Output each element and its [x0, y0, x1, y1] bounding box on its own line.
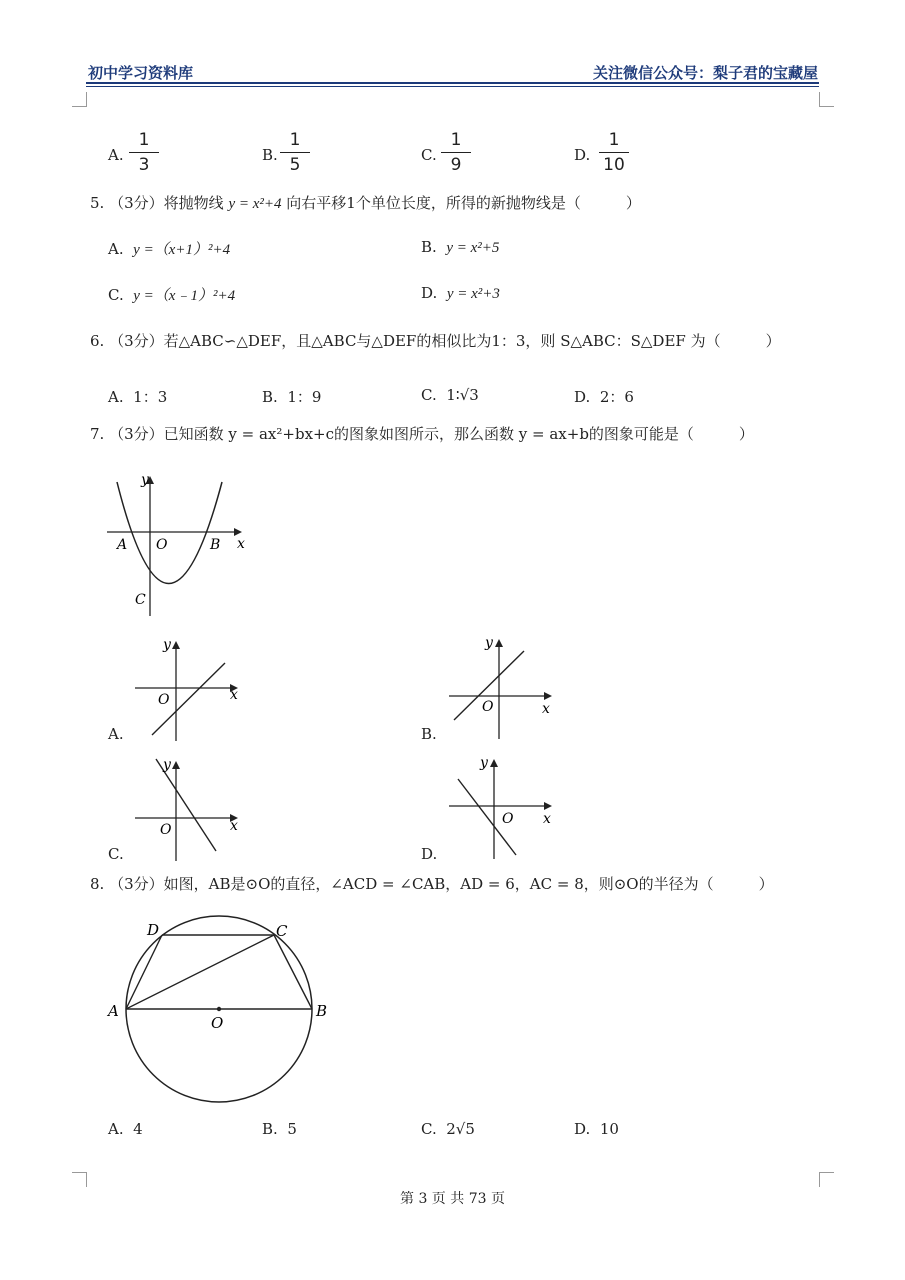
denominator: 9 [450, 155, 462, 175]
denominator: 10 [603, 155, 625, 175]
q6-option-a[interactable]: A. 1：3 [108, 388, 168, 406]
q8-option-b[interactable]: B. 5 [262, 1120, 297, 1138]
svg-text:y: y [163, 637, 171, 653]
svg-text:y: y [485, 635, 493, 651]
point-label-b: B [210, 537, 221, 553]
question-number: 6. [90, 332, 105, 350]
q7-option-a[interactable]: A. [108, 725, 124, 743]
origin-label: O [156, 537, 168, 553]
svg-text:O: O [482, 699, 494, 715]
q7-option-d[interactable]: D. [421, 845, 438, 863]
q6-option-d[interactable]: D. 2：6 [574, 388, 634, 406]
q6-stem [90, 330, 781, 351]
svg-text:x: x [543, 811, 551, 827]
q7-option-b[interactable]: B. [421, 725, 437, 743]
svg-text:x: x [542, 701, 550, 717]
q7-option-c-graph[interactable] [132, 755, 247, 863]
svg-text:O: O [158, 692, 170, 708]
svg-text:O: O [160, 822, 172, 838]
stem-text-b: 向右平移1个单位长度，所得的新抛物线是（ ） [286, 194, 641, 212]
crop-mark-top-left [72, 92, 87, 107]
point-label-a: A [117, 537, 128, 553]
crop-mark-top-right [819, 92, 834, 107]
q5-option-b[interactable]: B. y = x²+5 [421, 238, 500, 256]
fraction [599, 130, 629, 175]
crop-mark-bottom-right [819, 1172, 834, 1187]
stem-text: 已知函数 y = ax²+bx+c的图象如图所示，那么函数 y = ax+b的图象可能是（ ） [163, 425, 754, 443]
svg-text:y: y [163, 757, 171, 773]
axis-label-y: y [141, 472, 149, 488]
q7-stem [90, 423, 754, 444]
numerator: 1 [608, 130, 620, 150]
header-left: 初中学习资料库 [88, 64, 194, 82]
q8-option-a[interactable]: A. 4 [108, 1120, 143, 1138]
q6-option-c[interactable]: C. 1∶√3 [421, 386, 479, 404]
fraction [441, 130, 471, 175]
numerator: 1 [138, 130, 150, 150]
axis-label-x: x [237, 536, 245, 552]
option-letter: B. [262, 146, 278, 164]
question-score: （3分） [109, 194, 164, 212]
option-letter: C. [421, 146, 437, 164]
header-rule-thin [86, 86, 819, 87]
question-score: （3分） [109, 332, 164, 350]
question-score: （3分） [109, 425, 164, 443]
center-label-o: O [211, 1014, 224, 1032]
header-rule [86, 82, 819, 84]
question-number: 7. [90, 425, 105, 443]
fraction [280, 130, 310, 175]
stem-text: 如图，AB是⊙O的直径，∠ACD = ∠CAB，AD = 6，AC = 8，则⊙O的半径为（ ） [163, 875, 774, 893]
option-letter: A. [108, 146, 124, 164]
point-label-c: C [276, 922, 288, 940]
q8-option-d[interactable]: D. 10 [574, 1120, 619, 1138]
point-label-b: B [316, 1002, 328, 1020]
denominator: 5 [289, 155, 301, 175]
svg-text:x: x [230, 687, 238, 703]
svg-text:x: x [230, 818, 238, 834]
q5-option-d[interactable]: D. y = x²+3 [421, 284, 500, 302]
crop-mark-bottom-left [72, 1172, 87, 1187]
svg-text:O: O [502, 811, 514, 827]
q8-stem [90, 873, 774, 894]
q7-option-d-graph[interactable] [446, 753, 558, 861]
q8-option-c[interactable]: C. 2√5 [421, 1120, 475, 1138]
fraction [129, 130, 159, 175]
question-number: 5. [90, 194, 105, 212]
denominator: 3 [138, 155, 150, 175]
stem-text: 若△ABC∽△DEF，且△ABC与△DEF的相似比为1：3，则 S△ABC：S△DEF 为（ ） [163, 332, 781, 350]
q7-option-b-graph[interactable] [446, 633, 558, 741]
option-letter: D. [574, 146, 591, 164]
page-footer: 第 3 页 共 73 页 [400, 1191, 505, 1207]
stem-expr: y = x²+4 [228, 196, 282, 212]
numerator: 1 [450, 130, 462, 150]
header-right: 关注微信公众号：梨子君的宝藏屋 [592, 64, 818, 82]
q8-circle-figure [105, 915, 335, 1110]
q6-option-b[interactable]: B. 1：9 [262, 388, 322, 406]
q7-option-a-graph[interactable] [132, 635, 247, 743]
q7-parabola-graph [105, 470, 255, 620]
numerator: 1 [289, 130, 301, 150]
q5-option-a[interactable]: A. y =（x+1）²+4 [108, 240, 231, 258]
point-label-c: C [135, 592, 146, 608]
svg-text:y: y [480, 755, 488, 771]
stem-text-a: 将抛物线 [163, 194, 224, 212]
point-label-d: D [147, 921, 160, 939]
q5-option-c[interactable]: C. y =（x﹣1）²+4 [108, 286, 236, 304]
question-number: 8. [90, 875, 105, 893]
q5-stem [90, 192, 641, 213]
question-score: （3分） [109, 875, 164, 893]
point-label-a: A [108, 1002, 119, 1020]
q7-option-c[interactable]: C. [108, 845, 124, 863]
